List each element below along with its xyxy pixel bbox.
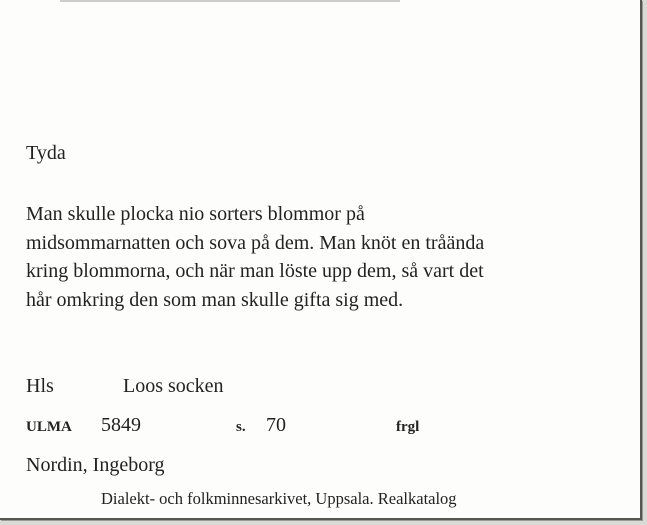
record-type: frgl <box>396 419 420 435</box>
socken-label: Loos socken <box>123 375 224 397</box>
informant-name: Nordin, Ingeborg <box>26 454 165 476</box>
archive-footer: Dialekt- och folkminnesarkivet, Uppsala. Realkatalog <box>101 489 457 508</box>
page-label: s. <box>236 419 246 435</box>
accession-number: 5849 <box>101 414 141 436</box>
page-number: 70 <box>266 414 286 436</box>
record-text-line: midsommarnatten och sova på dem. Man knöt en tråända <box>26 231 485 254</box>
card-top-edge <box>60 0 400 2</box>
record-text-line: hår omkring den som man skulle gifta sig med. <box>26 288 404 311</box>
archive-code: ULMA <box>26 419 72 435</box>
record-text <box>26 200 631 314</box>
record-text-line: Man skulle plocka nio sorters blommor på <box>26 203 365 225</box>
landskap-label: Hls <box>26 375 54 397</box>
place-heading: Tyda <box>26 142 66 164</box>
record-text-line: kring blommorna, och när man löste upp dem, så vart det <box>26 260 484 282</box>
